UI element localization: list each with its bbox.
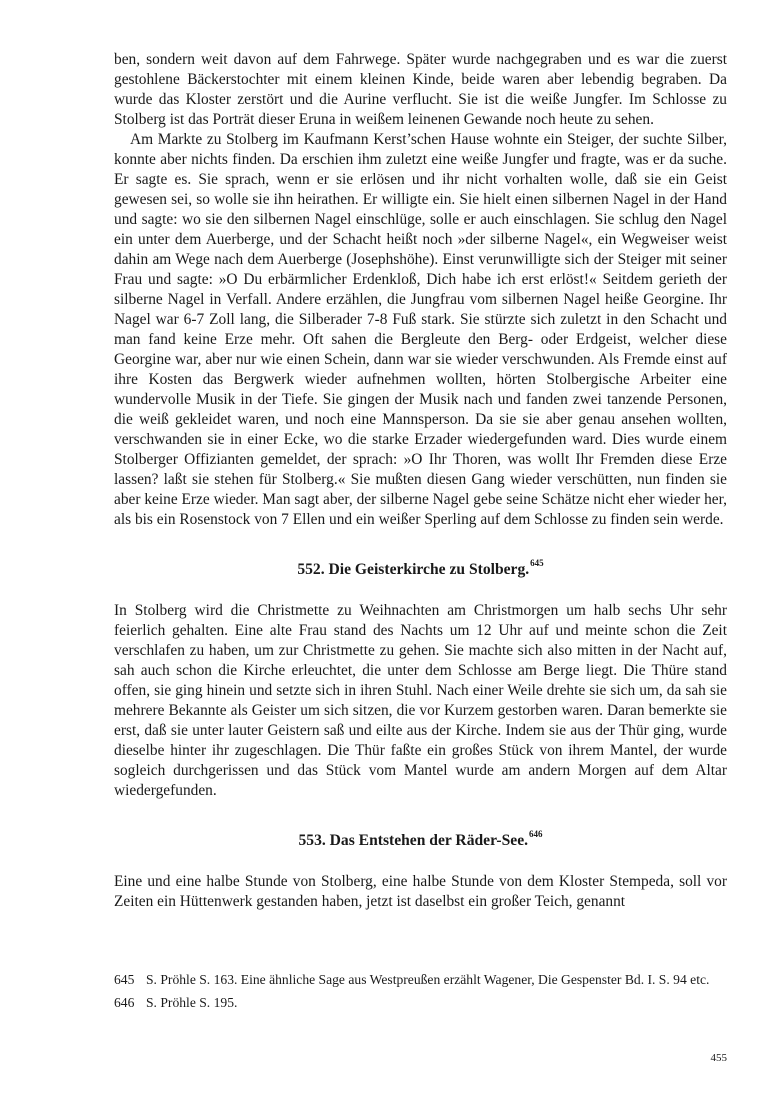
footnote-ref-646[interactable]: 646	[529, 829, 543, 840]
footnote-text: S. Pröhle S. 163. Eine ähnliche Sage aus Westpreußen erzählt Wagener, Die Gespenster Bd. I. S. 94 etc.	[146, 972, 710, 987]
footnotes	[114, 970, 727, 1016]
paragraph-4: Eine und eine halbe Stunde von Stolberg, eine halbe Stunde von dem Kloster Stempeda, soll vor Zeiten ein Hüttenwerk gestanden haben, jetzt ist daselbst ein großer Teich, genannt	[114, 873, 727, 911]
footnote-number: 646	[114, 995, 135, 1010]
section-title-552: 552. Die Geisterkirche zu Stolberg.	[297, 561, 530, 579]
paragraph-2: Am Markte zu Stolberg im Kaufmann Kerst’schen Hause wohnte ein Steiger, der suchte Silber, konnte aber nichts finden. Da erschien ihm zuletzt eine weiße Jungfer und fragte, was er da suche. Er sagte es. Sie sprach, wenn er sie erlösen und ihr nicht vorhalten wolle, daß sie ein Geist gewesen sei, so wolle sie ihn heirathen. Er willigte ein. Sie hielt einen silbernen Nagel in der Hand und sagte: wo sie den silbernen Nagel einschlüge, solle er auch einschlagen. Sie schlug den Nagel ein unter dem Auerberge, und der Schacht heißt noch »der silberne Nagel«, ein Wegweiser weist dahin am Wege nach dem Auerberge (Josephshöhe). Einst verunwilligte sich der Steiger mit seiner Frau und sagte: »O Du erbärmlicher Erdenkloß, Dich habe ich erst erlöst!« Seitdem gerieth der silberne Nagel in Verfall. Andere erzählen, die Jungfrau vom silbernen Nagel heiße Georgine. Ihr Nagel war 6-7 Zoll lang, die Silberader 7-8 Fuß stark. Sie stürzte sich zuletzt in den Schacht und man fand keine Erze mehr. Oft sahen die Bergleute den Berg- oder Erdgeist, welcher diese Georgine war, aber nur wie einen Schein, dann war sie wieder verschwunden. Als Fremde einst auf ihre Kosten das Bergwerk wieder aufnehmen wollten, hörten Stolbergische Arbeiter eine wundervolle Musik in der Tiefe. Sie gingen der Musik nach und fanden zwei tanzende Personen, die weiß gekleidet waren, und noch eine Mannsperson. Da sie sie aber genau ansehen wollten, verschwanden sie in einer Ecke, wo die starke Erzader wiedergefunden ward. Dies wurde einem Stolberger Offizianten gemeldet, der sprach: »O Ihr Thoren, was wollt Ihr Fremden diese Erze lassen? laßt sie stehen für Stolberg.« Sie mußten diesen Gang wieder verschütten, nun finden sie aber keine Erze wieder. Man sagt aber, der silberne Nagel gebe seine Schätze nicht eher wieder her, als bis ein Rosenstock von 7 Ellen und ein weißer Sperling auf dem Schlosse zu finden sein werde.	[114, 131, 727, 528]
page-body	[114, 50, 727, 912]
section-heading-552	[114, 555, 727, 580]
footnote-number: 645	[114, 972, 135, 987]
paragraph-1: ben, sondern weit davon auf dem Fahrwege. Später wurde nachgegraben und es war die zuerst gestohlene Bäckerstochter mit einem kleinen Kinde, beide waren aber lebendig begraben. Da wurde das Kloster zerstört und die Aurine verflucht. Sie ist die weiße Jungfer. Im Schlosse zu Stolberg ist das Porträt dieser Eruna in weißem leinenen Gewande noch heute zu sehen.	[114, 51, 727, 128]
paragraph-3: In Stolberg wird die Christmette zu Weihnachten am Christmorgen um halb sechs Uhr sehr feierlich gehalten. Eine alte Frau stand des Nachts um 12 Uhr auf und meinte schon die Zeit verschlafen zu haben, um zur Christmette zu gehen. Sie machte sich also mitten in der Nacht auf, sah auch schon die Kirche erleuchtet, die unter dem Schlosse am Berge liegt. Die Thüre stand offen, sie ging hinein und setzte sich in ihren Stuhl. Nach einer Weile drehte sie sich um, da sah sie mehrere Bekannte als Geister um sich sitzen, die vor Kurzem gestorben waren. Daran bemerkte sie erst, daß sie unter lauter Geistern saß und eilte aus der Kirche. Indem sie aus der Thür ging, wurde dieselbe hinter ihr zugeschlagen. Die Thür faßte ein großes Stück von ihrem Mantel, der wurde sogleich durchgerissen und das Stück vom Mantel wurde am andern Morgen auf dem Altar wiedergefunden.	[114, 602, 727, 800]
footnote-item	[114, 993, 727, 1012]
footnote-ref-645[interactable]: 645	[530, 558, 544, 568]
footnote-item	[114, 970, 727, 989]
section-title-553: 553. Das Entstehen der Räder-See.	[298, 832, 529, 850]
footnote-text: S. Pröhle S. 195.	[146, 995, 238, 1010]
section-heading-553	[114, 826, 727, 851]
page-number: 455	[710, 1052, 727, 1064]
